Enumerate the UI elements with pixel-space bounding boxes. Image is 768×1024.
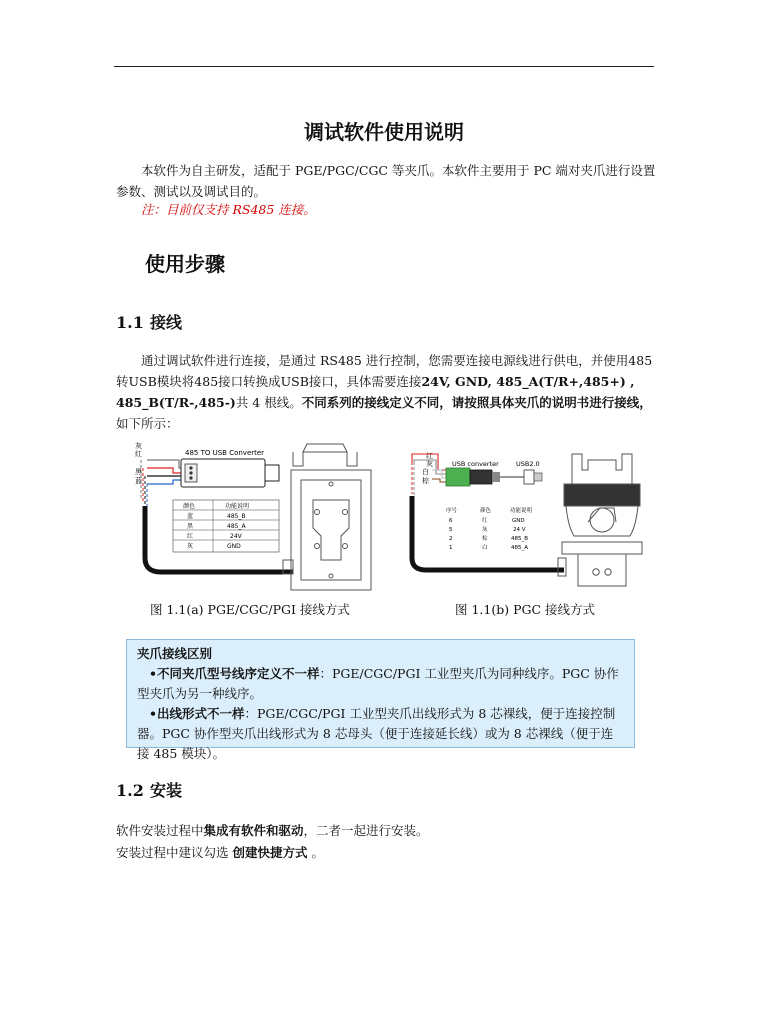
subsection-wiring-heading xyxy=(116,310,182,333)
subsection-number: 1.2 xyxy=(116,781,144,800)
callout-item xyxy=(137,664,624,704)
figb-converter-label: USB converter xyxy=(452,460,499,468)
subsection-number: 1.1 xyxy=(116,313,144,332)
wiring-paragraph xyxy=(116,350,656,434)
install-text: 安装过程中建议勾选 xyxy=(116,845,233,860)
subsection-install-heading xyxy=(116,778,182,801)
section-heading: 使用步骤 xyxy=(145,252,225,276)
figb-table xyxy=(446,506,533,551)
figb-td: 白 xyxy=(482,545,488,551)
install-text: 软件安装过程中 xyxy=(116,823,204,838)
wiring-wires-bold: 24V, GND, 485_A(T/R+,485+) , 485_B(T/R-,485-) xyxy=(116,374,635,410)
install-text: ，二者一起进行安装。 xyxy=(303,823,429,838)
wiring-text-2: 共 4 根线。 xyxy=(235,395,302,410)
figa-td: 灰 xyxy=(187,543,194,550)
figa-table xyxy=(173,500,279,552)
figure-a-caption: 图 1.1(a) PGE/CGC/PGI 接线方式 xyxy=(150,602,350,617)
figb-td: 2 xyxy=(449,536,453,542)
figure-b-caption: 图 1.1(b) PGC 接线方式 xyxy=(455,602,596,617)
figa-th: 颜色 xyxy=(183,503,196,510)
figa-td: GND xyxy=(227,543,241,550)
figb-td: 24 V xyxy=(513,527,526,533)
install-line-1 xyxy=(116,820,656,841)
wiring-difference-callout xyxy=(126,639,635,761)
figa-wire-label: 黑 xyxy=(135,468,142,476)
callout-item-text: ：PGE/CGC/PGI 工业型夹爪出线形式为 8 芯裸线，便于连接控制器。PGC 协作型夹爪出线形式为 8 芯母头（便于连接延长线）或为 8 芯裸线（便于连接 485 模块）。 xyxy=(137,706,616,761)
doc-title: 调试软件使用说明 xyxy=(304,120,464,144)
figb-td: 红 xyxy=(482,518,488,524)
callout-item-bold: •不同夹爪型号线序定义不一样 xyxy=(149,666,320,681)
intro-paragraph: 本软件为自主研发，适配于 PGE/PGC/CGC 等夹爪。本软件主要用于 PC 端对夹爪进行设置参数、测试以及调试目的。 xyxy=(116,163,656,199)
figb-wire-label: 灰 xyxy=(426,460,433,468)
subsection-title: 接线 xyxy=(150,313,183,332)
callout-item-bold: •出线形式不一样 xyxy=(149,706,245,721)
figb-td: 485_A xyxy=(511,545,529,551)
wiring-text-3: 如下所示： xyxy=(116,416,179,431)
install-bold: 创建快捷方式 xyxy=(232,845,308,860)
install-text: 。 xyxy=(307,845,324,860)
figb-td: 5 xyxy=(449,527,453,533)
subsection-title: 安装 xyxy=(150,781,183,800)
figb-th: 功能说明 xyxy=(510,508,533,514)
figb-td: 1 xyxy=(449,545,453,551)
figb-th: 颜色 xyxy=(480,508,492,514)
wiring-text-1: 通过调试软件进行连接，是通过 RS485 进行控制，您需要连接电源线进行供电，并使用485转USB模块将485接口转换成USB接口，具体需要连接 xyxy=(116,353,653,389)
callout-item xyxy=(137,704,624,764)
callout-title: 夹爪接线区别 xyxy=(137,646,213,661)
wiring-warning-bold: 不同系列的接线定义不同，请按照具体夹爪的说明书进行接线， xyxy=(301,395,652,410)
figb-wire-label: 棕 xyxy=(422,477,429,485)
figb-td: 485_B xyxy=(511,536,529,542)
callout-item-text: ：PGE/CGC/PGI 工业型夹爪为同种线序。PGC 协作型夹爪为另一种线序。 xyxy=(137,666,619,701)
figa-wire-label: 红 xyxy=(135,450,142,458)
figa-wire-label: 蓝 xyxy=(135,477,142,485)
figb-td: 6 xyxy=(449,518,453,524)
figa-gripper-drawing xyxy=(283,444,371,590)
figb-wire-label: 白 xyxy=(422,468,429,476)
figa-td: 24V xyxy=(230,533,242,540)
figb-td: 棕 xyxy=(482,536,488,542)
figure-b-wiring-diagram xyxy=(402,446,672,596)
install-bold: 集成有软件和驱动 xyxy=(203,823,304,838)
figb-td: 灰 xyxy=(482,527,488,533)
figure-a-wiring-diagram xyxy=(117,440,407,595)
install-line-2 xyxy=(116,842,656,863)
figa-td: 蓝 xyxy=(187,513,194,520)
figb-th: 序号 xyxy=(446,508,458,514)
figa-module-label: 485 TO USB Converter xyxy=(185,449,265,457)
figa-td: 485_A xyxy=(227,523,246,530)
figa-td: 黑 xyxy=(187,523,194,530)
figa-td: 红 xyxy=(187,533,194,540)
figa-td: 485_B xyxy=(227,513,246,520)
figb-gripper-drawing xyxy=(558,454,642,586)
figb-usb-label: USB2.0 xyxy=(516,460,540,468)
support-note: 注：目前仅支持 RS485 连接。 xyxy=(141,202,316,217)
figa-wire-label: 灰 xyxy=(135,442,142,450)
header-rule xyxy=(114,66,654,67)
figb-td: GND xyxy=(512,518,525,524)
figa-th: 功能说明 xyxy=(225,503,250,510)
figb-wire-label: 红 xyxy=(426,452,433,460)
